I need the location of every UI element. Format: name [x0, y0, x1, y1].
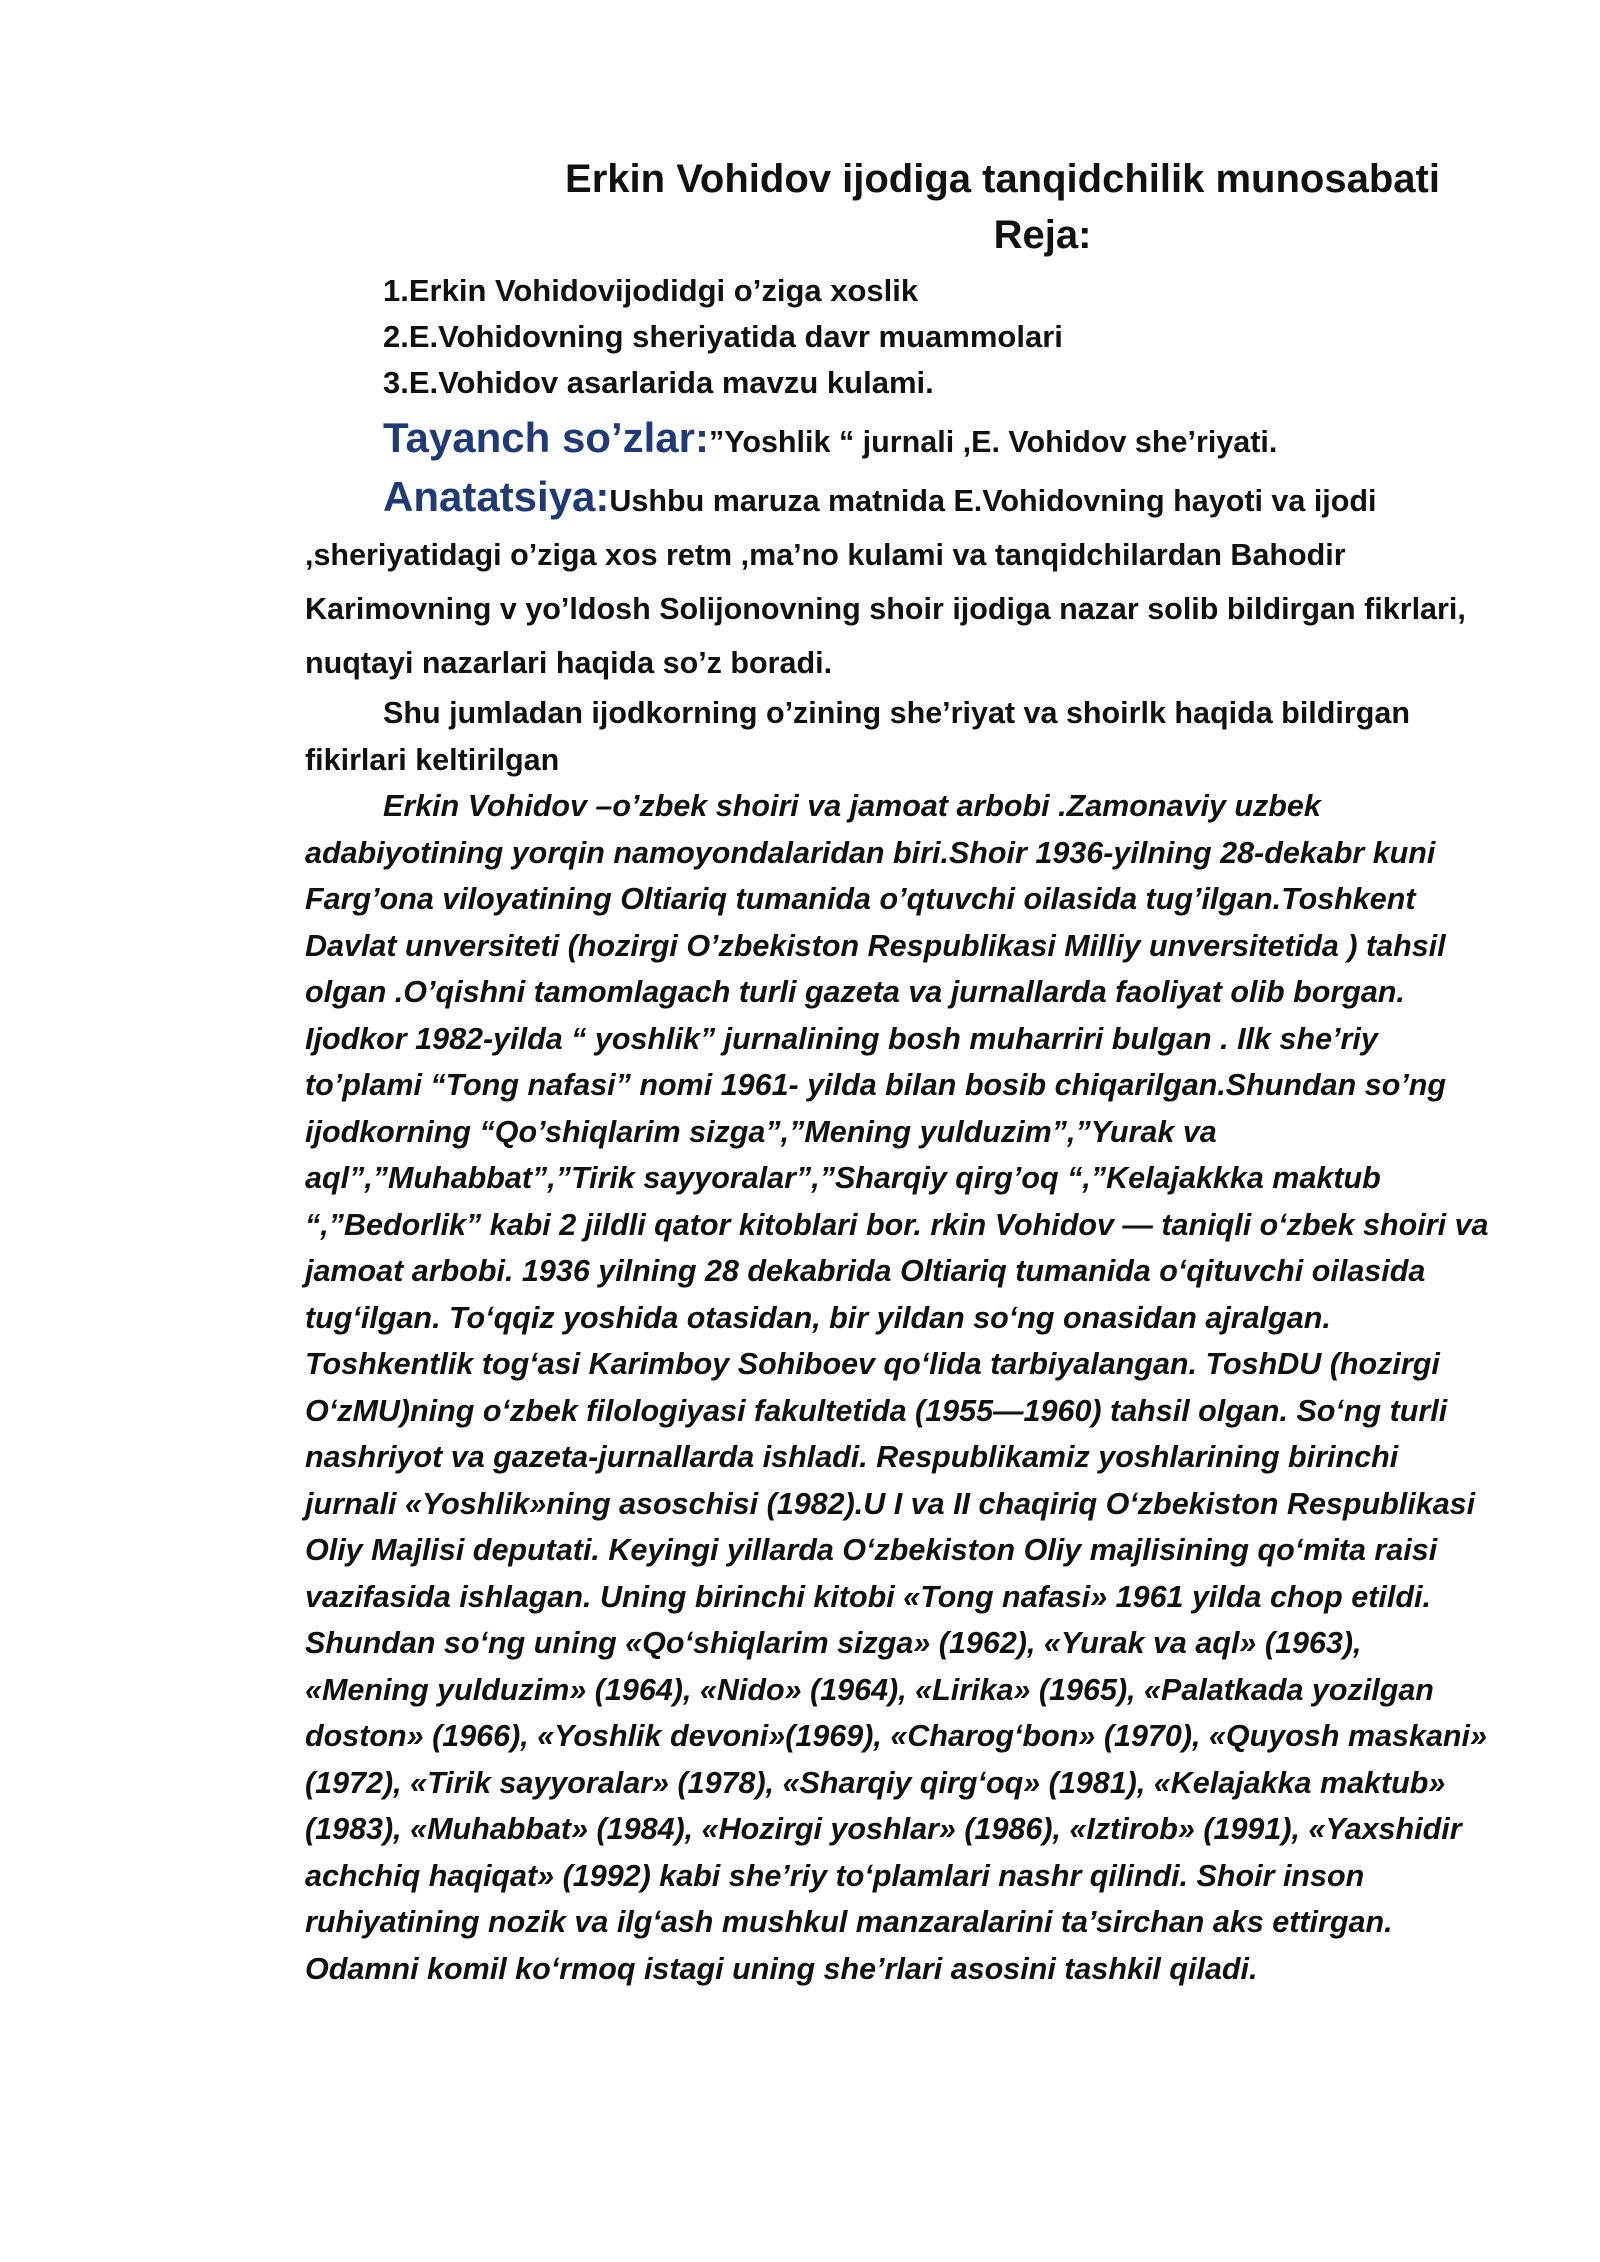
abstract-text: Ushbu maruza matnida E.Vohidovning hayoti va ijodi ,sheriyatidagi o’ziga xos retm ,ma’no kulami va tanqidchilardan Bahodir Karimovning v yo’ldosh Solijonovning shoir ijodiga nazar solib bildirgan fikrlari, nuqtayi nazarlari haqida so’z boradi.: [305, 484, 1466, 680]
plan-list: [305, 268, 1490, 406]
keywords-text: ”Yoshlik “ jurnali ,E. Vohidov she’riyati.: [709, 425, 1278, 459]
plan-item: 3.E.Vohidov asarlarida mavzu kulami.: [383, 365, 934, 400]
keywords-paragraph: [305, 410, 1490, 470]
abstract-paragraph: [305, 470, 1490, 690]
keywords-label: Tayanch so’zlar:: [383, 414, 709, 461]
plan-item: 2.E.Vohidovning sheriyatida davr muammolari: [383, 319, 1063, 354]
plan-heading: Reja:: [993, 213, 1092, 257]
biography-paragraph: Erkin Vohidov –o’zbek shoiri va jamoat arbobi .Zamonaviy uzbek adabiyotining yorqin namoyondalaridan biri.Shoir 1936-yilning 28-dekabr kuni Farg’ona viloyatining Oltiariq tumanida o’qtuvchi oilasida tug’ilgan.Toshkent Davlat unversiteti (hozirgi O’zbekiston Respublikasi Milliy unversitetida ) tahsil olgan .O’qishni tamomlagach turli gazeta va jurnallarda faoliyat olib borgan. Ijodkor 1982-yilda “ yoshlik” jurnalining bosh muharriri bulgan . Ilk she’riy to’plami “Tong nafasi” nomi 1961- yilda bilan bosib chiqarilgan.Shundan so’ng ijodkorning “Qo’shiqlarim sizga”,”Mening yulduzim”,”Yurak va aql”,”Muhabbat”,”Tirik sayyoralar”,”Sharqiy qirg’oq “,”Kelajakkka maktub “,”Bedorlik” kabi 2 jildli qator kitoblari bor. rkin Vohidov — taniqli oʻzbek shoiri va jamoat arbobi. 1936 yilning 28 dekabrida Oltiariq tumanida oʻqituvchi oilasida tugʻilgan. Toʻqqiz yoshida otasidan, bir yildan soʻng onasidan ajralgan. Toshkentlik togʻasi Karimboy Sohiboev qoʻlida tarbiyalangan. ToshDU (hozirgi OʻzMU)ning oʻzbek filologiyasi fakultetida (1955—1960) tahsil olgan. Soʻng turli nashriyot va gazeta-jurnallarda ishladi. Respublikamiz yoshlarining birinchi jurnali «Yoshlik»ning asoschisi (1982).U I va II chaqiriq Oʻzbekiston Respublikasi Oliy Majlisi deputati. Keyingi yillarda Oʻzbekiston Oliy majlisining qoʻmita raisi vazifasida ishlagan. Uning birinchi kitobi «Tong nafasi» 1961 yilda chop etildi. Shundan soʻng uning «Qoʻshiqlarim sizga» (1962), «Yurak va aql» (1963), «Mening yulduzim» (1964), «Nido» (1964), «Lirika» (1965), «Palatkada yozilgan doston» (1966), «Yoshlik devoni»(1969), «Charogʻbon» (1970), «Quyosh maskani» (1972), «Tirik sayyoralar» (1978), «Sharqiy qirgʻoq» (1981), «Kelajakka maktub» (1983), «Muhabbat» (1984), «Hozirgi yoshlar» (1986), «Iztirob» (1991), «Yaxshidir achchiq haqiqat» (1992) kabi she’riy toʻplamlari nashr qilindi. Shoir inson ruhiyatining nozik va ilgʻash mushkul manzaralarini ta’sirchan aks ettirgan. Odamni komil koʻrmoq istagi uning she’rlari asosini tashkil qiladi.: [305, 789, 1489, 1986]
document-title: Erkin Vohidov ijodiga tanqidchilik munosabati: [565, 157, 1440, 201]
plan-item: 1.Erkin Vohidovijodidgi o’ziga xoslik: [383, 273, 919, 308]
intro-paragraph: Shu jumladan ijodkorning o’zining she’riyat va shoirlk haqida bildirgan fikirlari keltirilgan: [305, 696, 1410, 777]
abstract-label: Anatatsiya:: [383, 473, 610, 520]
document-content: [305, 150, 1490, 1992]
